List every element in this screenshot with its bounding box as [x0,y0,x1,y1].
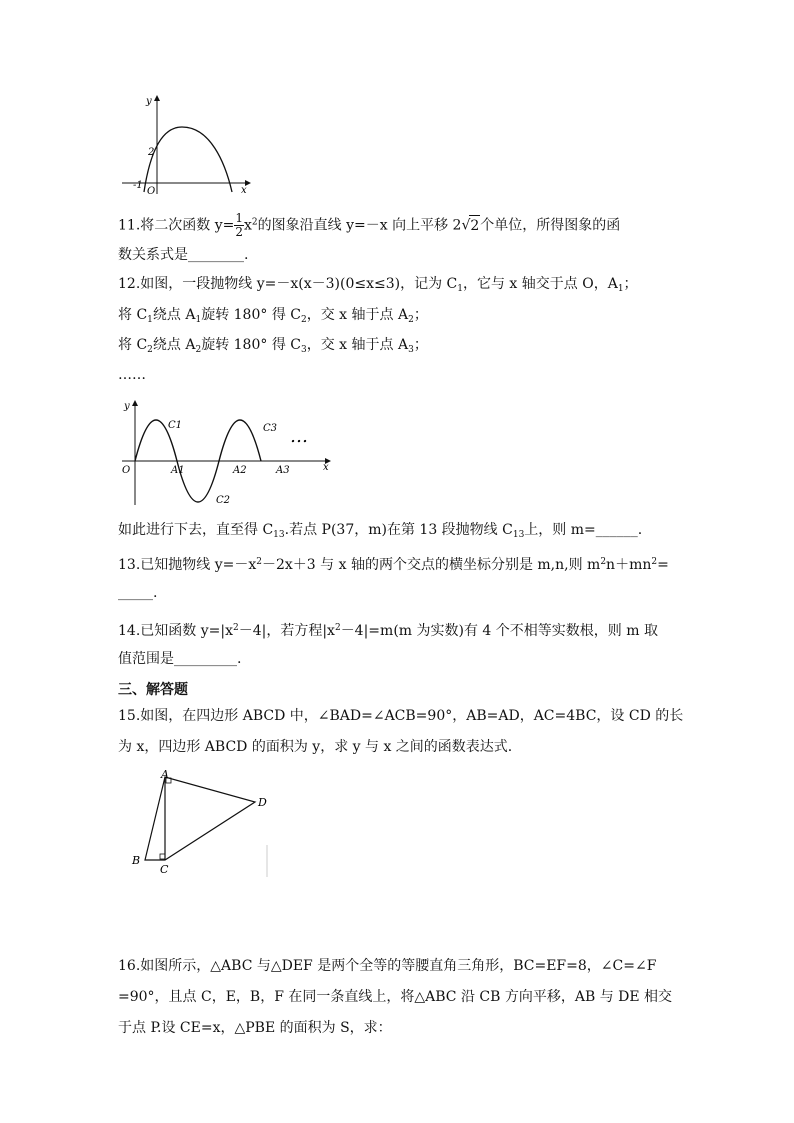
q14-text: 值范围是_________. [118,651,242,667]
continuation-dots: … [290,426,308,447]
x-axis-label: x [241,185,247,196]
q12-text: 旋转 180° 得 C [201,307,301,323]
q14-text: －4|=m(m 为实数)有 4 个不相等实数根，则 m 取 [340,623,658,639]
a3-label: A3 [276,465,290,476]
q13-answer-blank: _____. [118,585,158,601]
c1-label: C1 [168,420,183,431]
q11-text-a: 11.将二次函数 y= [118,217,235,234]
superscript: 2 [600,557,607,567]
subscript: 2 [147,345,153,355]
y-axis-label: y [146,96,152,107]
q12-text: ； [413,307,428,323]
subscript: 13 [512,530,525,540]
q14-line-2 [118,649,241,669]
q12-text: 12.如图，一段抛物线 y=－x(x－3)(0≤x≤3)，记为 C [118,276,458,292]
q12-text: 旋转 180° 得 C [201,337,301,353]
vertex-label-a: A [161,768,169,781]
q12-text: ，交 x 轴于点 A [306,307,409,323]
q11-text-d: 个单位，所得图象的函 [480,217,621,234]
subscript: 1 [617,284,624,294]
subscript: 3 [408,345,414,355]
q13-text: n＋mn [606,557,652,573]
vertex-label-b: B [132,854,141,867]
subscript: 2 [195,345,202,355]
q12-line-4 [118,365,146,385]
section-heading-answer-questions: 三、解答题 [118,682,188,698]
subscript: 13 [273,530,285,540]
sqrt-sign: √ [461,217,471,234]
figure-quadrilateral-abcd [128,765,278,880]
q11-text-e: 数关系式是________. [118,247,249,263]
subscript: 1 [457,284,463,294]
q12-text: 如此进行下去，直至得 C [118,522,274,538]
vertex-label-c: C [160,863,169,876]
vertex-label-d: D [258,796,267,809]
superscript: 2 [651,557,658,567]
q16-line-1: 16.如图所示，△ABC 与△DEF 是两个全等的等腰直角三角形，BC=EF=8，∠C=∠F [118,958,657,974]
q13-text: －2x＋3 与 x 轴的两个交点的横坐标分别是 m,n,则 m [261,557,601,573]
subscript: 1 [195,315,202,325]
x-axis-label: x [323,462,329,473]
q13-text: 13.已知抛物线 y=－x [118,557,257,573]
q14-line-1 [118,618,658,641]
q15-line-2: 为 x，四边形 ABCD 的面积为 y，求 y 与 x 之间的函数表达式. [118,739,513,755]
sqrt-radicand: 2 [469,215,480,236]
fraction-denominator: 2 [235,225,243,239]
subscript: 2 [408,315,414,325]
q12-line-2 [118,305,428,330]
y-axis-label: y [124,401,130,412]
q12-text: ，它与 x 轴交于点 O，A [462,276,618,292]
q12-line-1 [118,274,638,299]
a1-label: A1 [171,465,185,476]
quadrilateral-abcd [145,777,255,860]
fraction-numerator: 1 [235,211,243,225]
q11-fraction [234,212,244,239]
q13-text: = [657,557,669,573]
q12-text: ，交 x 轴于点 A [306,337,409,353]
q13-line-2 [118,583,157,603]
q13-line-1 [118,552,669,575]
q12-text: 绕点 A [152,307,196,323]
q16-line-2: =90°，且点 C，E，B，F 在同一条直线上，将△ABC 沿 CB 方向平移，AB 与 DE 相交 [118,989,673,1005]
q11-text-b: x [244,217,252,234]
a2-label: A2 [233,465,247,476]
figure-parabola-graph [120,92,255,197]
q12-text: 上，则 m=______. [524,522,643,538]
q16-line-3: 于点 P.设 CE=x，△PBE 的面积为 S，求： [118,1020,392,1036]
q12-text: 将 C [118,337,148,353]
origin-label: O [122,465,131,476]
q11-line-1 [118,212,620,239]
q12-text: 绕点 A [152,337,196,353]
origin-label: O [147,186,156,197]
q11-line-2 [118,245,248,265]
x-intercept-label: -1 [133,180,143,191]
q11-superscript: 2 [251,217,258,228]
figure-chained-parabolas [118,395,338,510]
subscript: 3 [301,345,307,355]
q12-line-3 [118,335,428,360]
superscript: 2 [232,623,239,633]
q12-text: ； [413,337,428,353]
subscript: 2 [301,315,307,325]
curve-c3 [219,420,261,461]
q15-line-1: 15.如图，在四边形 ABCD 中，∠BAD=∠ACB=90°，AB=AD，AC=4BC，设 CD 的长 [118,708,684,724]
right-angle-marker-c [160,854,165,859]
q14-text: －4|，若方程|x [238,623,335,639]
superscript: 2 [334,623,341,633]
q12-text: ； [623,276,638,292]
q12-text: .若点 P(37，m)在第 13 段抛物线 C [284,522,513,538]
q14-text: 14.已知函数 y=|x [118,623,233,639]
subscript: 1 [147,315,153,325]
superscript: 2 [256,557,262,567]
q12-text: 将 C [118,307,148,323]
c2-label: C2 [216,495,231,506]
q12-line-5 [118,520,642,545]
q11-text-c: 的图象沿直线 y=－x 向上平移 2 [257,217,462,234]
q12-ellipsis: …… [118,367,146,383]
c3-label: C3 [263,423,278,434]
y-intercept-label: 2 [148,147,155,158]
